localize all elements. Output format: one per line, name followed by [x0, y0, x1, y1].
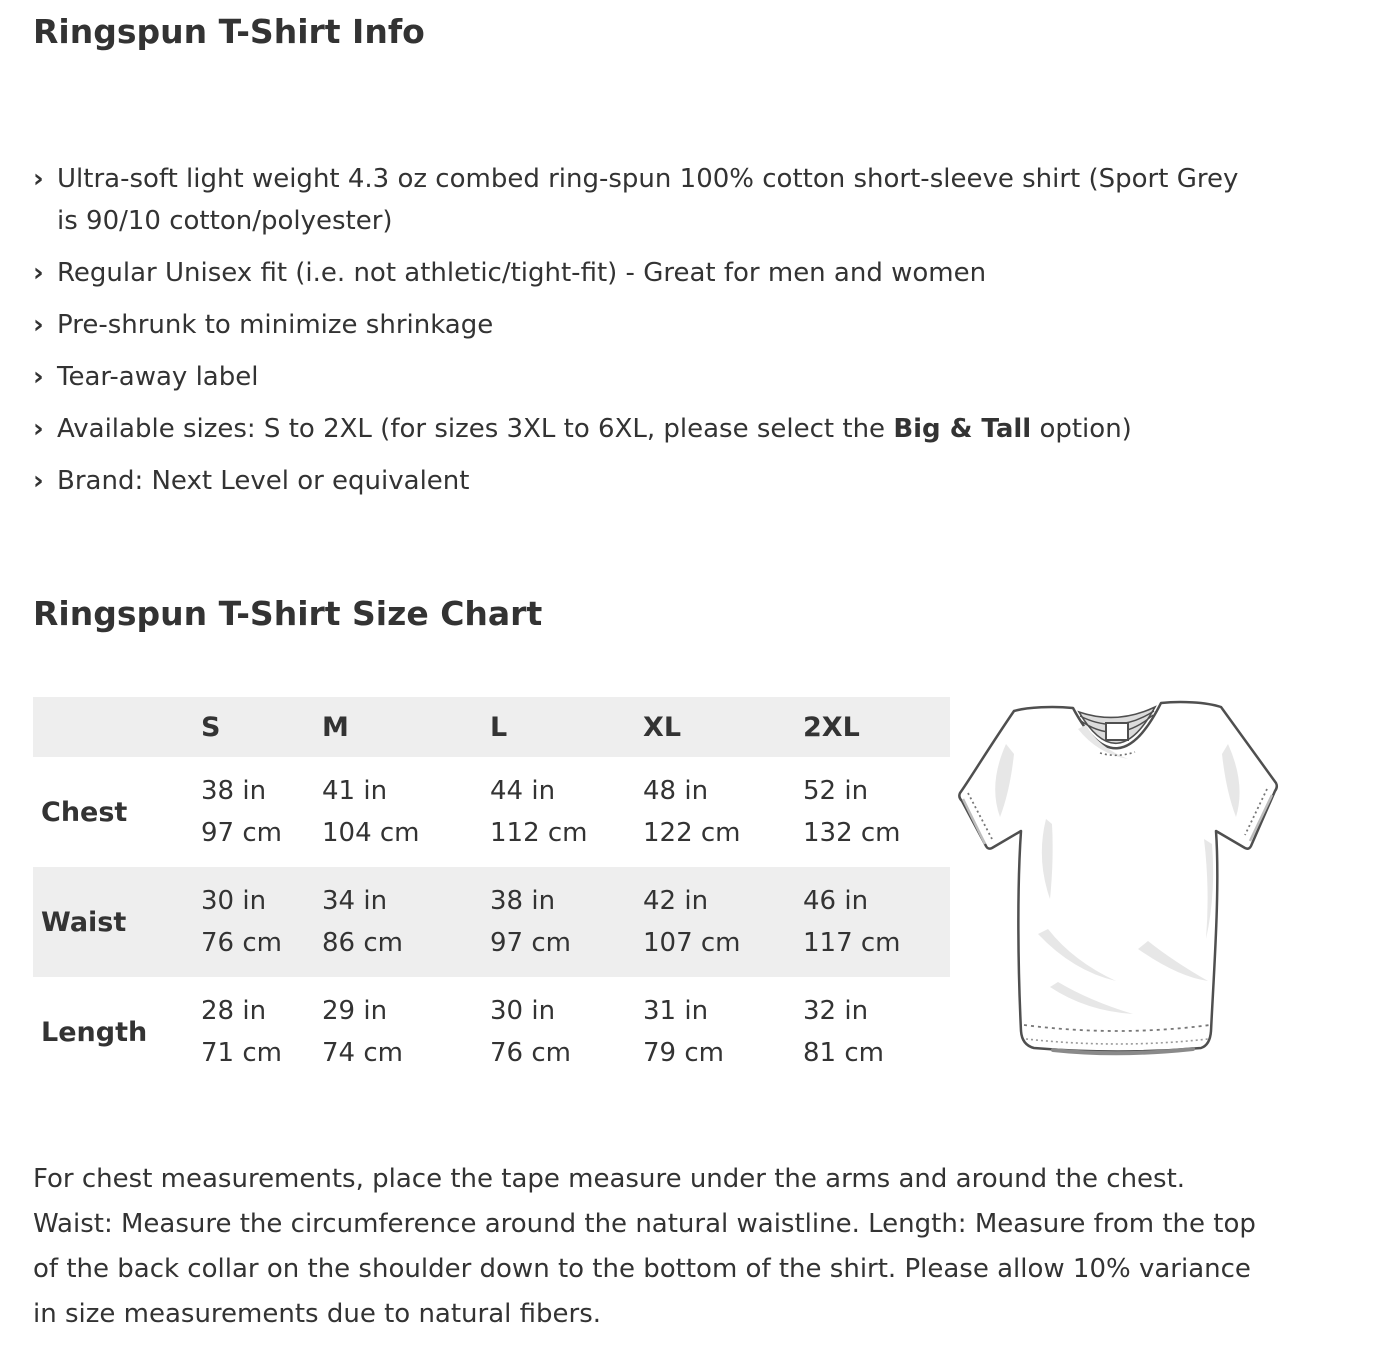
- size-cell: 38 in 97 cm: [201, 776, 282, 849]
- row-label-waist: Waist: [41, 906, 127, 938]
- chevron-bullet-icon: ›: [33, 465, 44, 496]
- bullet-text: Regular Unisex fit (i.e. not athletic/tight-fit) - Great for men and women: [57, 257, 987, 288]
- size-cell: 41 in 104 cm: [322, 776, 420, 849]
- bullet-item: [33, 252, 1348, 294]
- bullet-item: [33, 158, 1348, 242]
- column-header-m: M: [322, 711, 349, 743]
- size-cell: 31 in 79 cm: [643, 996, 724, 1069]
- chevron-bullet-icon: ›: [33, 163, 44, 194]
- size-cell: 52 in 132 cm: [803, 776, 901, 849]
- bullet-item: [33, 304, 1348, 346]
- bullet-text: Available sizes: S to 2XL (for sizes 3XL to 6XL, please select the Big & Tall option): [57, 413, 1132, 444]
- column-header-2xl: 2XL: [803, 711, 860, 743]
- bullet-text: Brand: Next Level or equivalent: [57, 465, 470, 496]
- size-cell: 30 in 76 cm: [201, 886, 282, 959]
- neck-label-tag: [1106, 723, 1128, 740]
- bullet-text: Tear-away label: [57, 361, 259, 392]
- column-header-xl: XL: [643, 711, 682, 743]
- table-row-waist: [33, 867, 950, 977]
- size-chart-table: [33, 697, 950, 1087]
- tshirt-illustration: [958, 699, 1288, 1057]
- size-chart-section: [33, 697, 1348, 1087]
- size-cell: 29 in 74 cm: [322, 996, 403, 1069]
- chevron-bullet-icon: ›: [33, 413, 44, 444]
- chevron-bullet-icon: ›: [33, 361, 44, 392]
- chevron-bullet-icon: ›: [33, 309, 44, 340]
- bullet-item: [33, 460, 1348, 502]
- row-label-length: Length: [41, 1016, 148, 1048]
- size-cell: 30 in 76 cm: [490, 996, 571, 1069]
- size-cell: 42 in 107 cm: [643, 886, 741, 959]
- table-header-row: [33, 697, 950, 757]
- bullet-item: [33, 408, 1348, 450]
- page-title: Ringspun T-Shirt Info: [33, 12, 425, 51]
- size-cell: 46 in 117 cm: [803, 886, 901, 959]
- bullet-list: [33, 158, 1348, 502]
- table-row-chest: [33, 757, 950, 867]
- size-cell: 28 in 71 cm: [201, 996, 282, 1069]
- chevron-bullet-icon: ›: [33, 257, 44, 288]
- corner-cell: [33, 697, 181, 757]
- bold-text: Big & Tall: [893, 413, 1032, 444]
- size-cell: 34 in 86 cm: [322, 886, 403, 959]
- row-label-chest: Chest: [41, 796, 128, 828]
- size-chart-title: Ringspun T-Shirt Size Chart: [33, 593, 543, 633]
- measurement-note: For chest measurements, place the tape measure under the arms and around the chest. Waist: Measure the circumference around the natural waistline. Length: Measure from the top of the back collar on the shoulder down to the bottom of the shirt. Please allow 10% variance in size measurements due to natural fibers.: [33, 1164, 1256, 1330]
- table-row-length: [33, 977, 950, 1087]
- size-cell: 38 in 97 cm: [490, 886, 571, 959]
- size-cell: 48 in 122 cm: [643, 776, 741, 849]
- bullet-text: Ultra-soft light weight 4.3 oz combed ring-spun 100% cotton short-sleeve shirt (Sport Grey: [57, 163, 1239, 194]
- bullet-text: is 90/10 cotton/polyester): [57, 205, 393, 236]
- bullet-text: Pre-shrunk to minimize shrinkage: [57, 309, 494, 340]
- size-cell: 44 in 112 cm: [490, 776, 588, 849]
- size-cell: 32 in 81 cm: [803, 996, 884, 1069]
- column-header-l: L: [490, 711, 508, 743]
- bullet-item: [33, 356, 1348, 398]
- column-header-s: S: [201, 711, 221, 743]
